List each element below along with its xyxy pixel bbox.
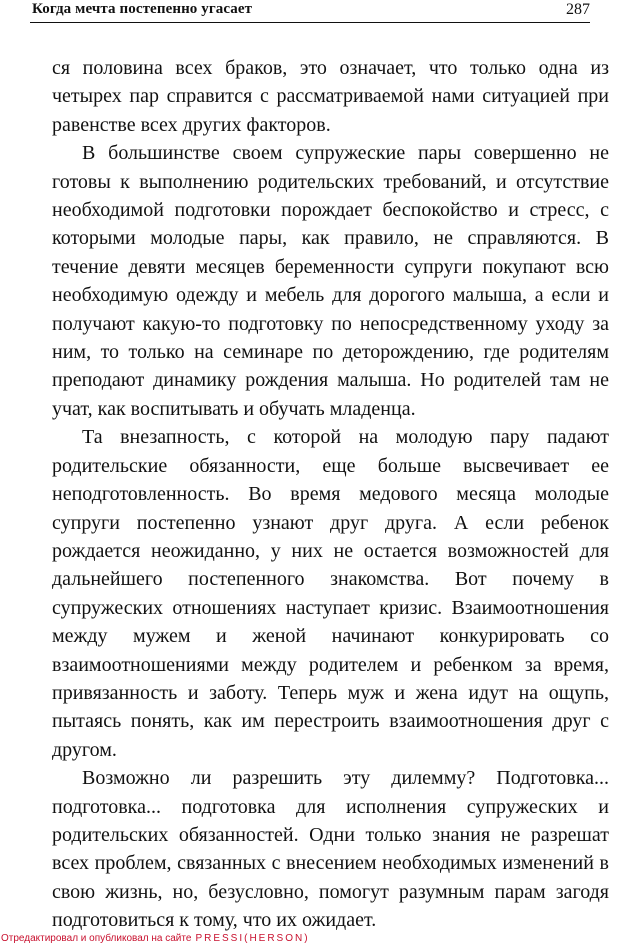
paragraph: В большинстве своем супружеские пары совершенно не готовы к выполнению родительских требований, и отсутствие необходимой подготовки порождает беспокойство и стресс, с которыми молодые пары, как правило, не справляются. В течение девяти месяцев беременности супруги покупают всю необходимую одежду и мебель для дорогого малыша, а если и получают какую-то подготовку по непосредственному уходу за ним, то только на семинаре по деторождению, где родителям преподают динамику рождения малыша. Но родителей там не учат, как воспитывать и обучать младенца.: [52, 142, 609, 420]
page-number: 287: [566, 1, 590, 18]
footer-site-name: PRESSI(HERSON): [195, 933, 310, 944]
page-body: [52, 54, 609, 935]
running-header: [30, 0, 590, 23]
paragraph: Возможно ли разрешить эту дилемму? Подготовка... подготовка... подготовка для исполнения супружеских и родительских обязанностей. Одни только знания не разрешат всех проблем, связанных с внесением необходимых изменений в свою жизнь, но, безусловно, помогут разумным парам загодя подготовиться к тому, что их ожидает.: [52, 767, 609, 932]
paragraph-continued: ся половина всех браков, это означает, что только одна из четырех пар справится с рассматриваемой нами ситуацией при равенстве всех других факторов.: [52, 57, 609, 136]
footer-text: Отредактировал и опубликовал на сайте: [1, 933, 192, 944]
publisher-footer: [1, 933, 310, 944]
running-header-title: Когда мечта постепенно угасает: [32, 1, 253, 17]
paragraph: Та внезапность, с которой на молодую пару падают родительские обязанности, еще больше высвечивает ее неподготовленность. Во время медового месяца молодые супруги постепенно узнают друг друга. А если ребенок рождается неожиданно, у них не остается возможностей для дальнейшего постепенного знакомства. Вот почему в супружеских отношениях наступает кризис. Взаимоотношения между мужем и женой начинают конкурировать со взаимоотношениями между родителем и ребенком за время, привязанность и заботу. Теперь муж и жена идут на ощупь, пытаясь понять, как им перестроить взаимоотношения друг с другом.: [52, 426, 609, 761]
